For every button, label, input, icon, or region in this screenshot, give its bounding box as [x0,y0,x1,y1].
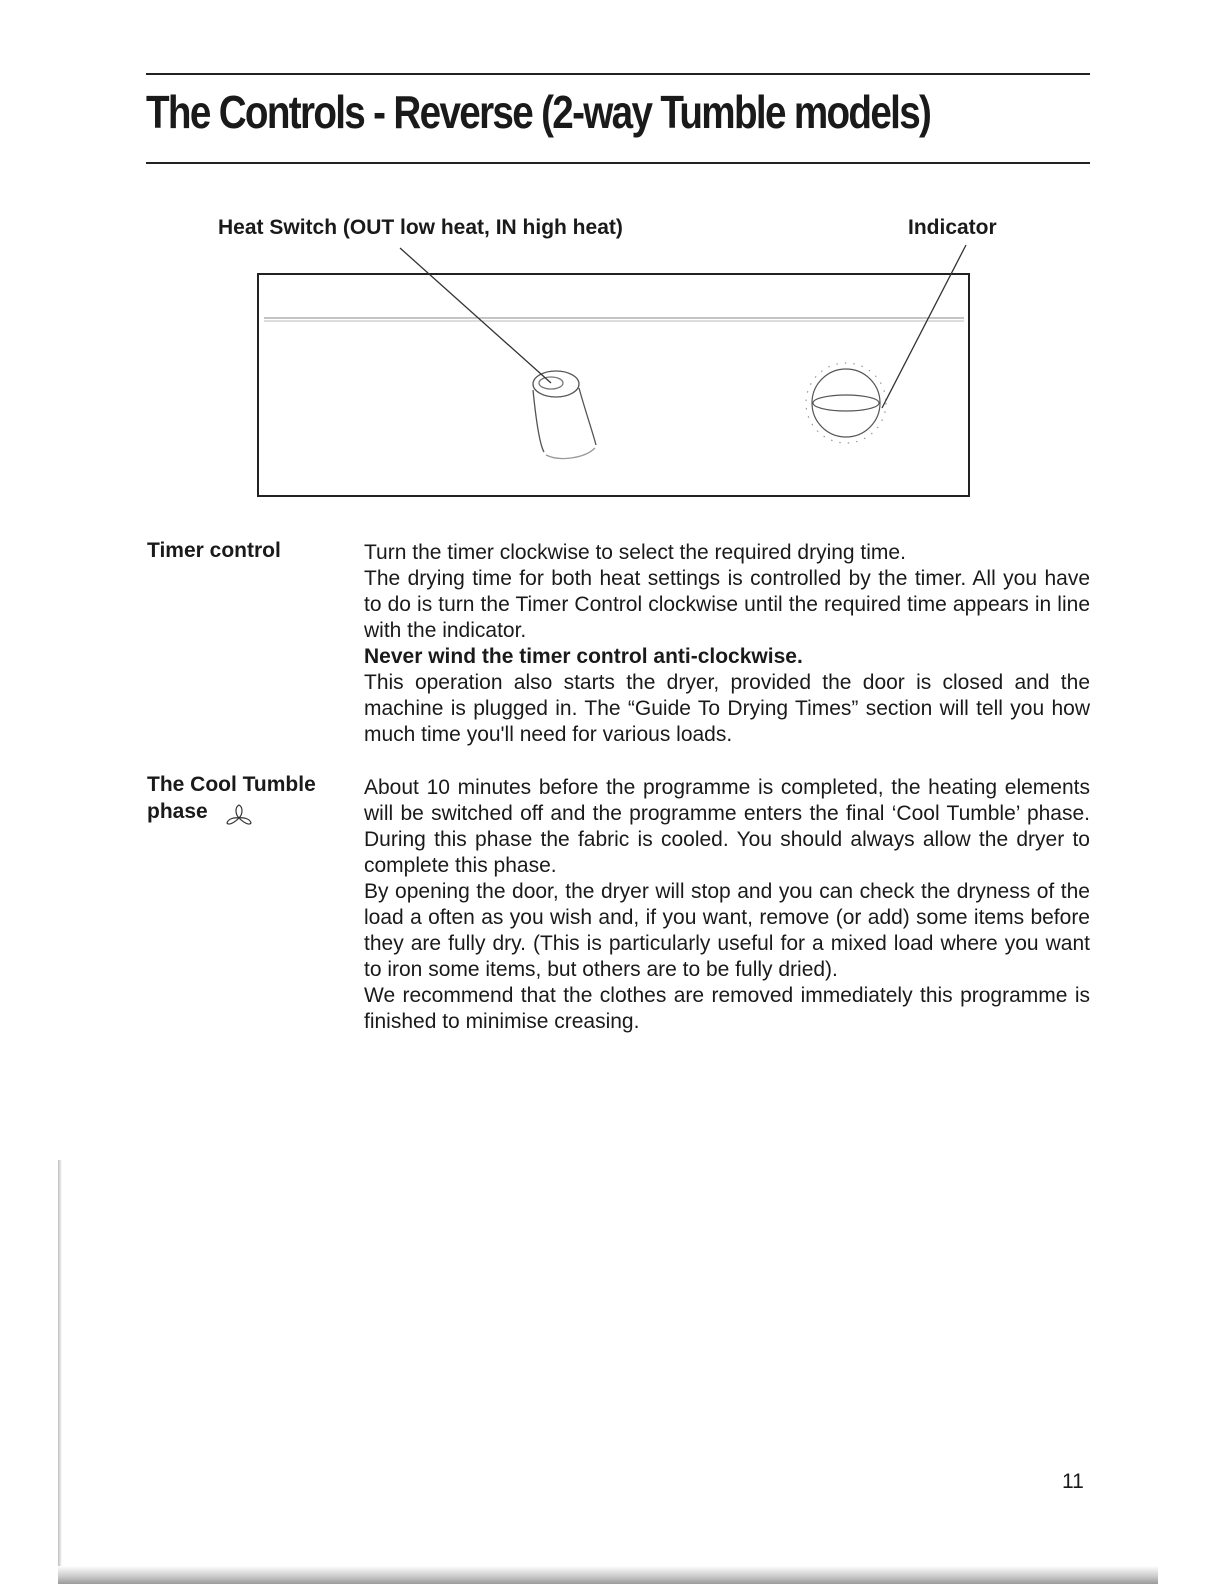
timer-warning: Never wind the timer control anti-clockwise. [364,645,803,668]
heat-switch-label: Heat Switch (OUT low heat, IN high heat) [218,216,623,239]
timer-paragraph-2: The drying time for both heat settings is controlled by the timer. All you have to do is turn the Timer Control clockwise until the required time appears in line with the indicator. [364,567,1090,642]
cool-tumble-term [147,771,347,832]
cool-tumble-description [364,775,1090,1035]
page-number: 11 [1062,1470,1084,1493]
indicator-label: Indicator [908,216,997,239]
scan-bottom-edge [58,1566,1158,1584]
scan-left-edge [58,1160,62,1584]
cool-tumble-paragraph-3: We recommend that the clothes are removed immediately this programme is finished to minimise creasing. [364,984,1090,1033]
cool-tumble-term-line1: The Cool Tumble [147,773,316,796]
timer-control-description [364,540,1090,748]
cool-tumble-paragraph-2: By opening the door, the dryer will stop and you can check the dryness of the load a often as you wish and, if you want, remove (or add) some items before they are fully dry. (This is particularly useful for a mixed load where you want to iron some items, but others are to be fully dried). [364,880,1090,981]
timer-paragraph-1: Turn the timer clockwise to select the required drying time. [364,541,906,564]
page-title: The Controls - Reverse (2-way Tumble models) [146,86,931,138]
fan-icon [224,802,254,832]
timer-control-term: Timer control [147,539,281,562]
heat-switch-graphic [533,371,596,459]
indicator-leader-line [882,245,966,408]
cool-tumble-term-line2-row [147,798,347,832]
timer-dial-graphic [806,363,886,443]
control-panel-diagram [0,0,1224,520]
heat-switch-leader-line [400,248,551,383]
control-panel-outline [258,274,969,496]
cool-tumble-term-line2: phase [147,800,208,823]
timer-paragraph-4: This operation also starts the dryer, provided the door is closed and the machine is plugged in. The “Guide To Drying Times” section will tell you how much time you'll need for various loads. [364,671,1090,746]
cool-tumble-paragraph-1: About 10 minutes before the programme is completed, the heating elements will be switched off and the programme enters the final ‘Cool Tumble’ phase. During this phase the fabric is cooled. You should always allow the dryer to complete this phase. [364,776,1090,877]
